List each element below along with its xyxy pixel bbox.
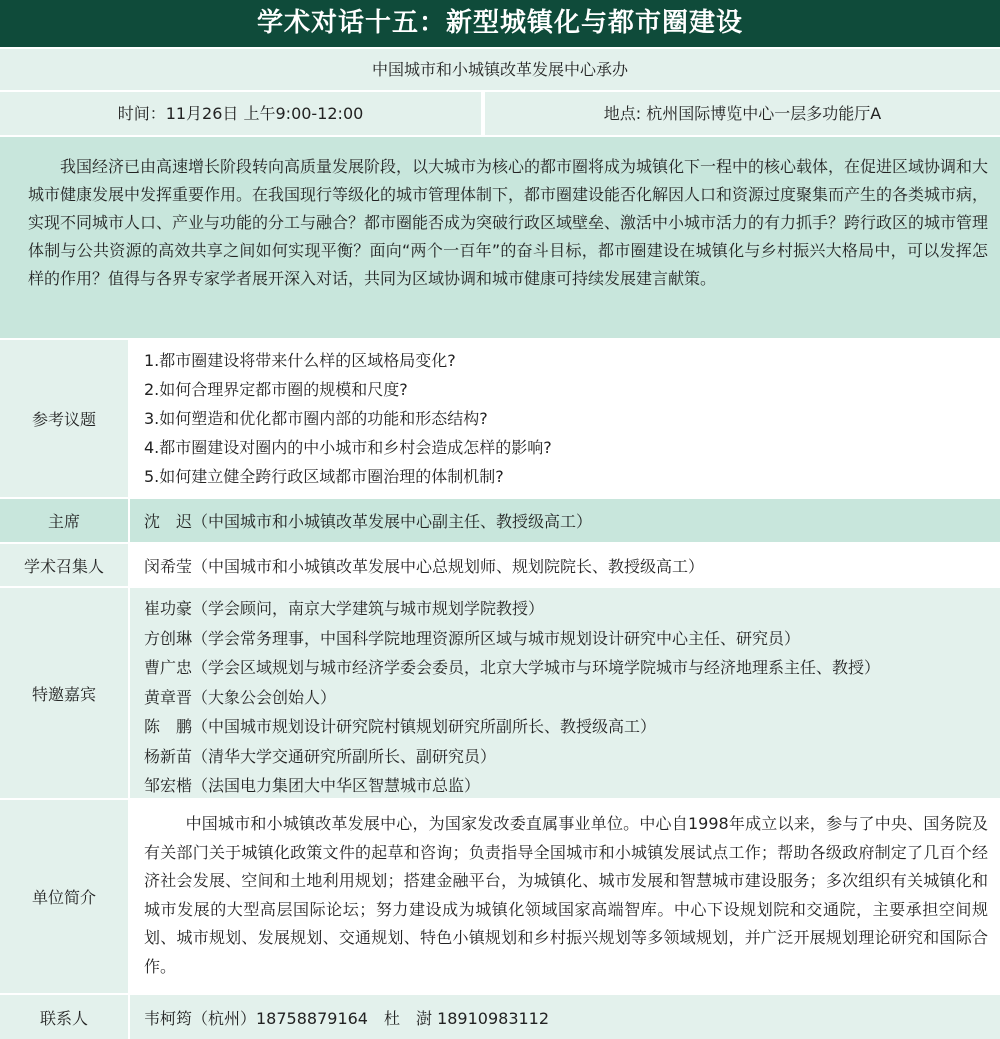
organizer-line: 中国城市和小城镇改革发展中心承办 [0, 49, 1000, 90]
issue-item: 5.如何建立健全跨行政区域都市圈治理的体制机制? [144, 467, 504, 486]
intro-paragraph: 我国经济已由高速增长阶段转向高质量发展阶段，以大城市为核心的都市圈将成为城镇化下一程中的核心载体，在促进区域协调和大城市健康发展中发挥重要作用。在我国现行等级化的城市管理体制下，都市圈建设能否化解因人口和资源过度聚集而产生的各类城市病，实现不同城市人口、产业与功能的分工与融合？都市圈能否成为突破行政区域壁垒、激活中小城市活力的有力抓手？跨行政区的城市管理体制与公共资源的高效共享之间如何实现平衡？面向“两个一百年”的奋斗目标，都市圈建设在城镇化与乡村振兴大格局中，可以发挥怎样的作用？值得与各界专家学者展开深入对话，共同为区域协调和城市健康可持续发展建言献策。 [0, 137, 1000, 338]
guest-item: 曹广忠（学会区域规划与城市经济学委会委员，北京大学城市与环境学院城市与经济地理系主任、教授） [144, 658, 881, 677]
guests-list [130, 588, 1000, 798]
issue-item: 4.都市圈建设对圈内的中小城市和乡村会造成怎样的影响? [144, 438, 552, 457]
guest-item: 黄章晋（大象公会创始人） [144, 687, 337, 707]
guest-item: 邹宏楷（法国电力集团大中华区智慧城市总监） [144, 776, 481, 795]
unit-label: 单位简介 [0, 800, 128, 993]
convener-label: 学术召集人 [0, 544, 128, 586]
issue-item: 2.如何合理界定都市圈的规模和尺度? [144, 380, 408, 399]
time-place-row [0, 92, 1000, 135]
chair-value: 沈 迟（中国城市和小城镇改革发展中心副主任、教授级高工） [130, 499, 1000, 542]
chair-label: 主席 [0, 499, 128, 542]
issue-item: 1.都市圈建设将带来什么样的区域格局变化? [144, 351, 456, 370]
contact-label: 联系人 [0, 995, 128, 1039]
contact-value: 韦柯筠（杭州）18758879164 杜 澍 18910983112 [130, 995, 1000, 1039]
issues-row [0, 340, 1000, 497]
unit-row [0, 800, 1000, 993]
place-cell: 地点: 杭州国际博览中心一层多功能厅A [485, 92, 1000, 135]
time-cell: 时间：11月26日 上午9:00-12:00 [0, 92, 481, 135]
guest-item: 方创琳（学会常务理事，中国科学院地理资源所区域与城市规划设计研究中心主任、研究员） [144, 628, 801, 648]
convener-row [0, 544, 1000, 586]
issues-label: 参考议题 [0, 340, 128, 497]
guests-label: 特邀嘉宾 [0, 588, 128, 798]
issues-list [130, 340, 1000, 497]
contact-row [0, 995, 1000, 1039]
unit-description: 中国城市和小城镇改革发展中心，为国家发改委直属事业单位。中心自1998年成立以来，参与了中央、国务院及有关部门关于城镇化政策文件的起草和咨询；负责指导全国城市和小城镇发展试点工作；帮助各级政府制定了几百个经济社会发展、空间和土地利用规划；搭建金融平台，为城镇化、城市发展和智慧城市建设服务；多次组织有关城镇化和城市发展的大型高层国际论坛；努力建设成为城镇化领域国家高端智库。中心下设规划院和交通院，主要承担空间规划、城市规划、发展规划、交通规划、特色小镇规划和乡村振兴规划等多领域规划，并广泛开展规划理论研究和国际合作。 [130, 800, 1000, 993]
guest-item: 杨新苗（清华大学交通研究所副所长、副研究员） [144, 746, 497, 766]
chair-row [0, 499, 1000, 542]
guests-row [0, 588, 1000, 798]
page-title: 学术对话十五：新型城镇化与都市圈建设 [0, 0, 1000, 47]
guest-item: 陈 鹏（中国城市规划设计研究院村镇规划研究所副所长、教授级高工） [144, 717, 657, 736]
issue-item: 3.如何塑造和优化都市圈内部的功能和形态结构? [144, 409, 488, 428]
guest-item: 崔功豪（学会顾问，南京大学建筑与城市规划学院教授） [144, 599, 545, 618]
convener-value: 闵希莹（中国城市和小城镇改革发展中心总规划师、规划院院长、教授级高工） [130, 544, 1000, 586]
